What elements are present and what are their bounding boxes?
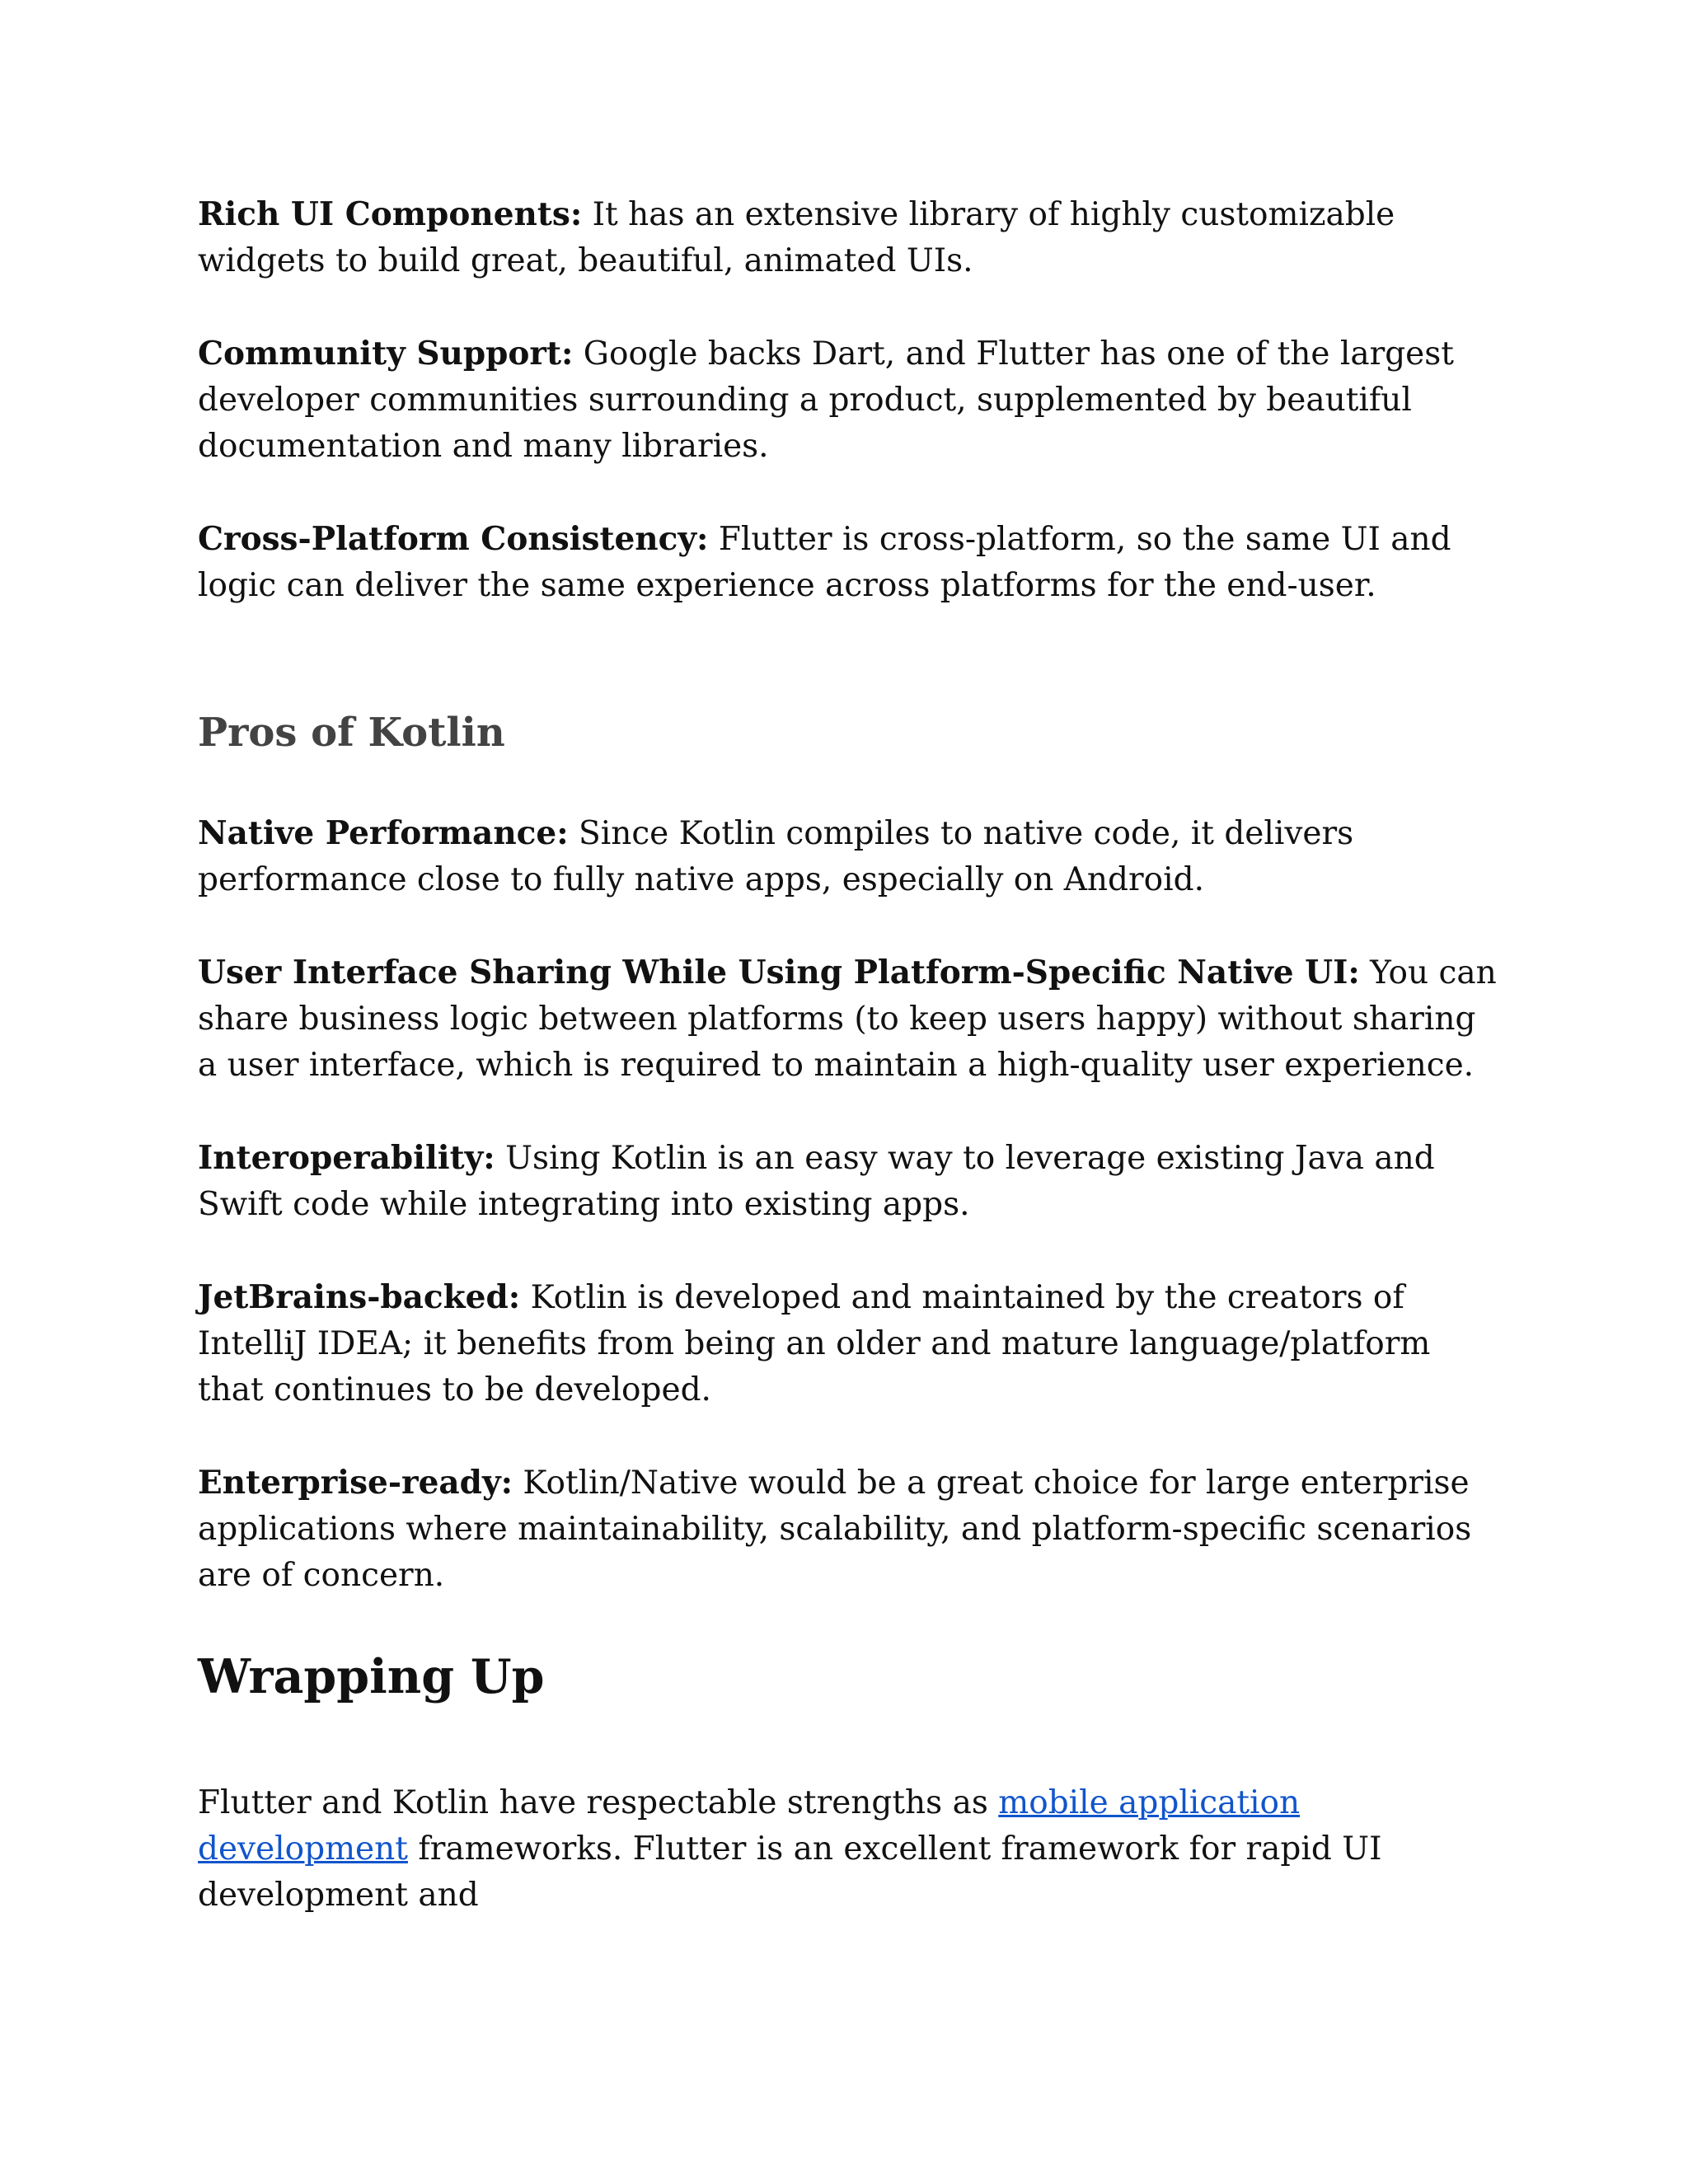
mobile-app-development-link[interactable]: mobile application development — [198, 1784, 1301, 1868]
paragraph-text: Kotlin/Native would be a great choice for large enterprise applications where maintainability, scalability, and platform-specific scenarios are of concern. — [198, 1465, 1472, 1594]
document-body — [198, 191, 1500, 1965]
paragraph-rich-ui-components — [198, 191, 1500, 284]
section-heading-wrapping-up: Wrapping Up — [198, 1649, 545, 1704]
paragraph-interoperability — [198, 1135, 1500, 1228]
paragraph-text: Kotlin is developed and maintained by the creators of IntelliJ IDEA; it benefits from being an older and mature language/platform that continues to be developed. — [198, 1279, 1431, 1408]
paragraph-community-support — [198, 330, 1500, 470]
term-label: Interoperability: — [198, 1139, 495, 1177]
paragraph-cross-platform-consistency — [198, 516, 1500, 609]
term-label: User Interface Sharing While Using Platform-Specific Native UI: — [198, 954, 1360, 991]
term-label: Native Performance: — [198, 814, 569, 852]
paragraph-text: It has an extensive library of highly customizable widgets to build great, beautiful, animated UIs. — [198, 196, 1395, 279]
paragraph-enterprise-ready — [198, 1460, 1500, 1599]
paragraph-text: Flutter is cross-platform, so the same UI and logic can deliver the same experience across platforms for the end-user. — [198, 521, 1451, 604]
paragraph-text: You can share business logic between platforms (to keep users happy) without sharing a user interface, which is required to maintain a high-quality user experience. — [198, 954, 1497, 1084]
term-label: Cross-Platform Consistency: — [198, 520, 709, 558]
paragraph-jetbrains-backed — [198, 1274, 1500, 1413]
paragraph-native-performance — [198, 810, 1500, 903]
term-label: Community Support: — [198, 335, 574, 373]
paragraph-wrapping-up — [198, 1780, 1500, 1919]
paragraph-text: Using Kotlin is an easy way to leverage existing Java and Swift code while integrating into existing apps. — [198, 1140, 1435, 1223]
paragraph-text: frameworks. Flutter is an excellent framework for rapid UI development and — [198, 1830, 1382, 1914]
paragraph-ui-sharing — [198, 949, 1500, 1089]
paragraph-text: Flutter and Kotlin have respectable strengths as — [198, 1784, 999, 1821]
term-label: JetBrains-backed: — [198, 1278, 521, 1316]
term-label: Rich UI Components: — [198, 195, 583, 233]
paragraph-text: Google backs Dart, and Flutter has one of the largest developer communities surrounding a product, supplemented by beautiful documentation and many libraries. — [198, 335, 1454, 465]
section-heading-pros-of-kotlin: Pros of Kotlin — [198, 710, 505, 756]
paragraph-text: Since Kotlin compiles to native code, it delivers performance close to fully native apps, especially on Android. — [198, 815, 1354, 898]
term-label: Enterprise-ready: — [198, 1464, 513, 1502]
